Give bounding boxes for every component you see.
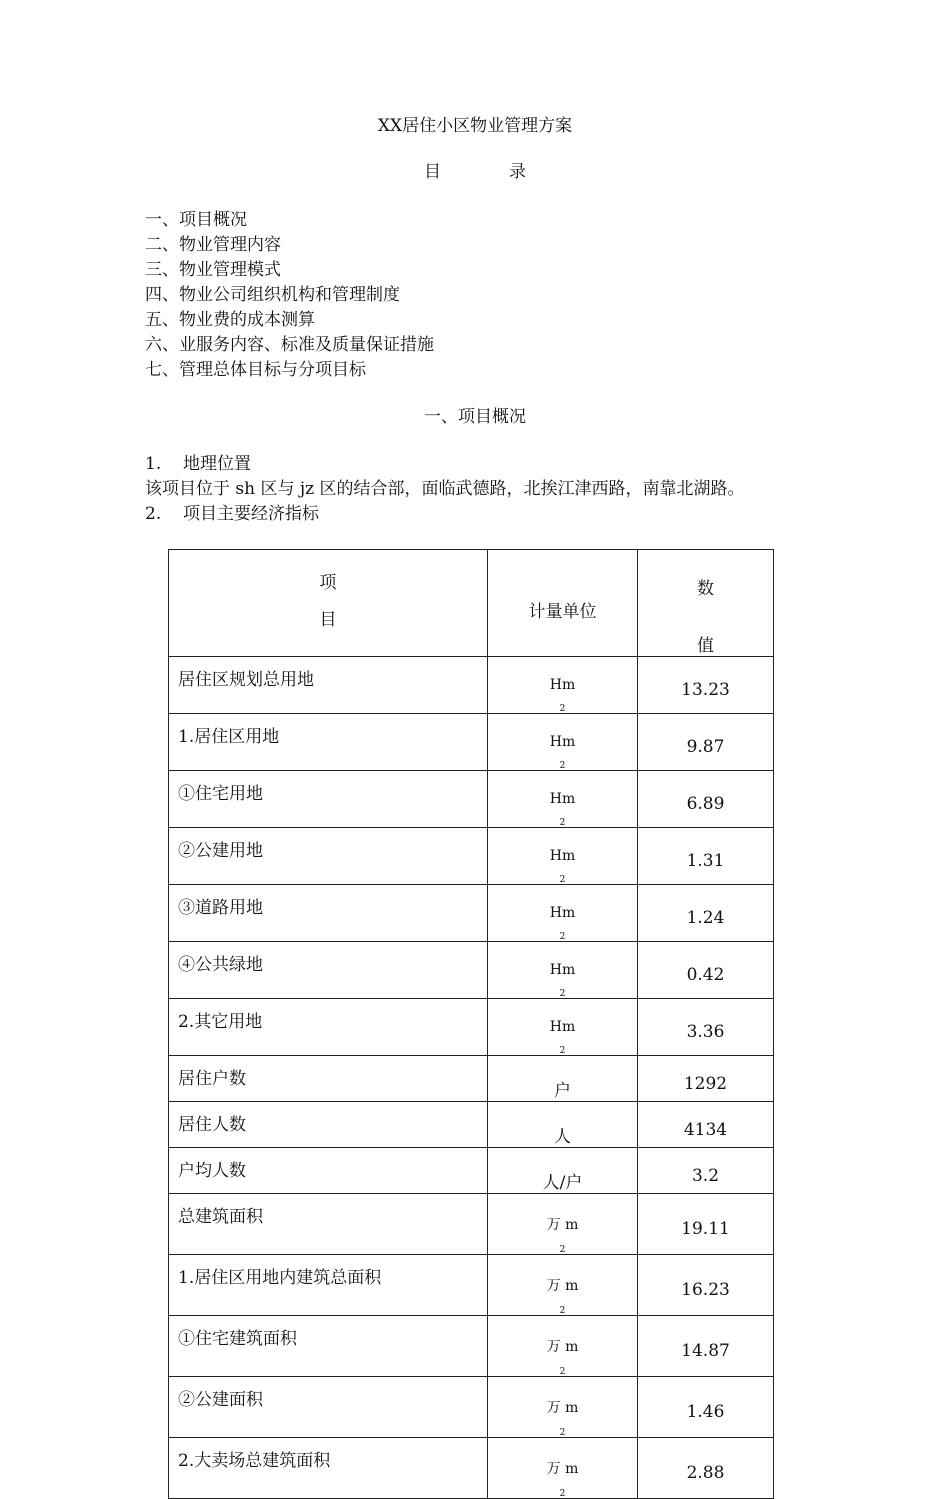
row-item-label: 总建筑面积 [178,1207,263,1227]
row-unit-label: 万 m [546,1217,579,1233]
table-row [169,1316,774,1377]
row-item-label: 居住人数 [178,1115,246,1135]
table-row [169,1194,774,1255]
row-item-cell [169,1056,488,1102]
row-unit-cell [488,771,638,828]
row-item-cell [169,1255,488,1316]
table-header-row [169,550,774,657]
row-value-cell [638,771,774,828]
row-item-label: 居住区规划总用地 [178,670,314,690]
row-unit-label: 万 m [546,1278,579,1294]
row-item-label: 1.居住区用地内建筑总面积 [178,1268,382,1288]
row-value: 9.87 [686,737,725,757]
row-item-cell [169,1316,488,1377]
row-value: 14.87 [681,1341,730,1361]
table-row [169,1148,774,1194]
table-row [169,828,774,885]
row-item-cell [169,1438,488,1499]
subsection-number: 2. [145,504,162,524]
row-value-cell [638,1194,774,1255]
row-unit-superscript: 2 [559,761,566,771]
row-unit-label: Hm [549,791,576,807]
row-item-label: 2.其它用地 [178,1012,263,1032]
row-value-cell [638,1148,774,1194]
row-unit-label: 万 m [546,1400,579,1416]
row-item-label: ③道路用地 [178,898,263,918]
row-value: 2.88 [686,1463,725,1483]
row-unit-superscript: 2 [559,932,566,942]
row-unit-cell [488,828,638,885]
row-unit-superscript: 2 [559,989,566,999]
row-unit-cell [488,657,638,714]
row-item-label: ④公共绿地 [178,955,263,975]
row-unit-cell [488,999,638,1056]
toc-item: 一、项目概况 [145,210,247,230]
row-unit-label: Hm [549,734,576,750]
row-unit-cell [488,1102,638,1148]
row-unit-cell [488,714,638,771]
toc-heading-right: 录 [509,162,526,182]
row-value-cell [638,1377,774,1438]
row-unit-superscript: 2 [559,818,566,828]
document-title: XX居住小区物业管理方案 [377,116,573,136]
row-item-label: 户均人数 [178,1161,246,1181]
toc-item: 七、管理总体目标与分项目标 [145,360,366,380]
row-value: 13.23 [681,680,730,700]
toc-heading-left: 目 [424,162,441,182]
table-row [169,1102,774,1148]
header-item [169,550,488,657]
header-item-left: 项 [319,573,337,593]
row-value-cell [638,1316,774,1377]
row-item-label: ①住宅建筑面积 [178,1329,297,1349]
row-item-label: ①住宅用地 [178,784,263,804]
toc-item: 三、物业管理模式 [145,260,281,280]
table-row [169,1056,774,1102]
row-item-label: ②公建用地 [178,841,263,861]
row-value-cell [638,1102,774,1148]
row-item-cell [169,1102,488,1148]
toc-item: 五、物业费的成本测算 [145,310,315,330]
row-item-cell [169,1194,488,1255]
row-unit-superscript: 2 [559,1046,566,1056]
economic-indicators-table [168,549,774,1499]
header-value [638,550,774,657]
row-unit-label: 人 [554,1127,571,1147]
row-unit-cell [488,942,638,999]
row-item-label: 1.居住区用地 [178,727,280,747]
table-row [169,1438,774,1499]
row-item-cell [169,771,488,828]
row-unit-label: Hm [549,905,576,921]
row-item-cell [169,1148,488,1194]
table-row [169,999,774,1056]
row-unit-superscript: 2 [559,1306,566,1316]
row-unit-superscript: 2 [559,1489,566,1499]
row-unit-label: Hm [549,848,576,864]
row-unit-superscript: 2 [559,704,566,714]
row-value-cell [638,828,774,885]
row-item-cell [169,657,488,714]
row-value: 0.42 [686,965,725,985]
table-row [169,1255,774,1316]
row-unit-superscript: 2 [559,1428,566,1438]
table-row [169,942,774,999]
table-row [169,714,774,771]
row-item-cell [169,999,488,1056]
row-unit-label: 户 [554,1081,571,1101]
row-item-cell [169,714,488,771]
toc-item: 四、物业公司组织机构和管理制度 [145,285,400,305]
row-item-label: 居住户数 [178,1069,246,1089]
row-value-cell [638,1255,774,1316]
row-value: 4134 [683,1119,728,1140]
row-unit-cell [488,1056,638,1102]
row-unit-superscript: 2 [559,1245,566,1255]
row-value: 6.89 [686,794,725,814]
row-unit-cell [488,1377,638,1438]
row-unit-cell [488,1438,638,1499]
row-value-cell [638,657,774,714]
table-row [169,657,774,714]
row-unit-superscript: 2 [559,1367,566,1377]
toc-heading [0,164,950,181]
row-value-cell [638,1438,774,1499]
row-unit-label: 万 m [546,1461,579,1477]
row-value-cell [638,1056,774,1102]
table-row [169,885,774,942]
toc-item: 二、物业管理内容 [145,235,281,255]
row-value: 1.24 [686,908,725,928]
table-row [169,1377,774,1438]
row-item-cell [169,1377,488,1438]
row-unit-cell [488,1255,638,1316]
table-row [169,771,774,828]
row-value: 3.36 [686,1022,725,1042]
row-unit-superscript: 2 [559,875,566,885]
subsection-number: 1. [145,454,162,474]
row-value: 16.23 [681,1280,730,1300]
row-item-cell [169,828,488,885]
location-paragraph: 该项目位于 sh 区与 jz 区的结合部，面临武德路，北挨江津西路，南靠北湖路。 [145,479,745,499]
row-value: 19.11 [681,1219,730,1239]
row-unit-label: Hm [549,677,576,693]
row-value: 1.46 [686,1402,725,1422]
subsection-title: 地理位置 [183,454,251,474]
row-unit-label: 万 m [546,1339,579,1355]
header-value-right: 值 [697,636,714,656]
row-value-cell [638,714,774,771]
row-unit-cell [488,885,638,942]
row-item-label: ②公建面积 [178,1390,263,1410]
row-value: 1.31 [686,851,725,871]
header-unit [488,550,638,657]
row-unit-label: 人/户 [542,1173,583,1193]
subsection-indicators-heading [145,506,319,523]
header-value-left: 数 [697,579,714,599]
row-item-cell [169,885,488,942]
row-item-label: 2.大卖场总建筑面积 [178,1451,331,1471]
section-heading: 一、项目概况 [424,407,526,427]
row-value-cell [638,942,774,999]
toc-list [145,212,434,387]
row-value-cell [638,999,774,1056]
row-unit-cell [488,1148,638,1194]
row-value: 3.2 [691,1165,720,1186]
row-item-cell [169,942,488,999]
header-unit-label: 计量单位 [528,601,597,622]
row-unit-cell [488,1316,638,1377]
row-unit-label: Hm [549,1019,576,1035]
row-unit-label: Hm [549,962,576,978]
subsection-location-heading [145,456,251,473]
subsection-title: 项目主要经济指标 [183,504,319,524]
header-item-right: 目 [319,610,337,630]
row-value: 1292 [683,1073,728,1094]
row-value-cell [638,885,774,942]
toc-item: 六、业服务内容、标准及质量保证措施 [145,335,434,355]
row-unit-cell [488,1194,638,1255]
